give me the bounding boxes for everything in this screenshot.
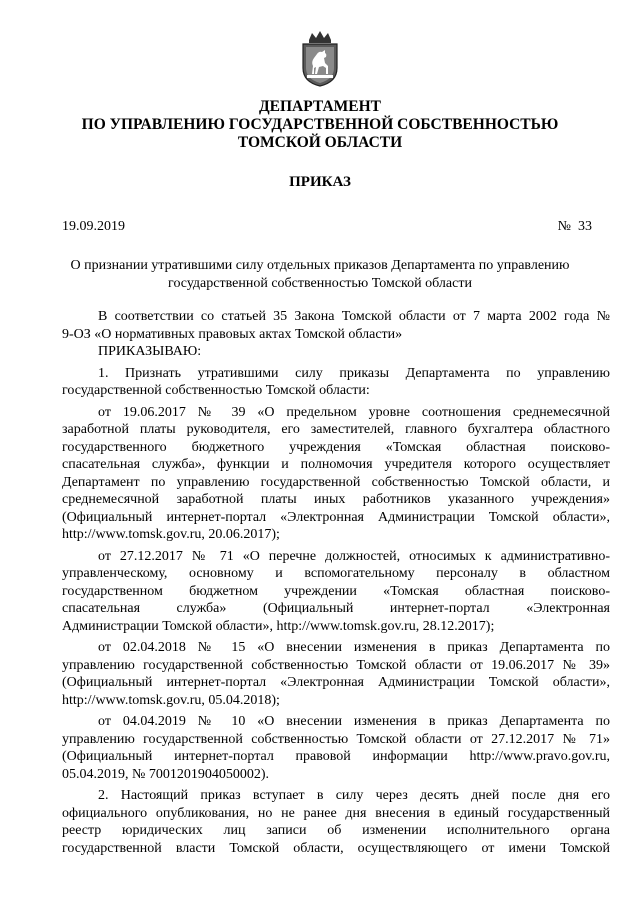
body-line: Администрации Томской области», http://www.tomsk.gov.ru, 28.12.2017);	[62, 618, 495, 634]
body-line: 05.04.2019, № 7001201904050002).	[62, 766, 270, 782]
body-line: от 27.12.2017 № 71 «О перечне должностей, относимых к административно-	[98, 548, 610, 564]
body-line: http://www.tomsk.gov.ru, 20.06.2017);	[62, 527, 280, 542]
body-line: 2. Настоящий приказ вступает в силу через десять дней после дня его	[98, 788, 610, 803]
body-line: (Официальный интернет-портал «Электронная Администрации Томской области»,	[62, 675, 610, 690]
subject-line-2: государственной собственностью Томской области	[168, 276, 472, 291]
document-type-title: ПРИКАЗ	[289, 174, 351, 190]
body-line: ПРИКАЗЫВАЮ:	[98, 344, 202, 359]
coat-of-arms-graphic	[295, 30, 345, 88]
body-line: 9-ОЗ «О нормативных правовых актах Томской области»	[62, 326, 403, 342]
body-line: 1. Признать утратившими силу приказы Департамента по управлению	[98, 365, 610, 381]
body-line: от 02.04.2018 № 15 «О внесении изменения в приказ Департамента по	[98, 640, 610, 655]
body-line: среднемесячной заработной платы иных работников указанного учреждения»	[62, 492, 610, 507]
department-line-1: ДЕПАРТАМЕНТ	[258, 98, 382, 115]
order-subject	[40, 257, 600, 293]
body-line: от 04.04.2019 № 10 «О внесении изменения в приказ Департамента по	[98, 714, 610, 729]
body-line: государственного бюджетного учреждения «Томская областная поисково-	[62, 439, 610, 455]
body-line: реестр юридических лиц записи об изменении исполнительного органа	[62, 823, 610, 838]
body-line: официального опубликования, но не ранее дня внесения в единый государственный	[62, 805, 610, 821]
body-line: управлению государственной собственностью Томской области от 19.06.2017 № 39»	[62, 657, 610, 673]
department-line-3: ТОМСКОЙ ОБЛАСТИ	[237, 134, 403, 151]
body-line: В соответствии со статьей 35 Закона Томской области от 7 марта 2002 года №	[98, 309, 610, 324]
body-line: спасательная служба» (Официальный интернет-портал «Электронная	[62, 601, 610, 616]
department-line-2: ПО УПРАВЛЕНИЮ ГОСУДАРСТВЕННОЙ СОБСТВЕННОСТЬЮ	[81, 116, 559, 133]
body-line: заработной платы руководителя, его заместителей, главного бухгалтера областного	[62, 422, 610, 437]
body-line: от 19.06.2017 № 39 «О предельном уровне соотношения среднемесячной	[98, 404, 610, 420]
body-line: государственной собственностью Томской области:	[62, 383, 370, 398]
body-line: (Официальный интернет-портал правовой информации http://www.pravo.gov.ru,	[62, 749, 610, 764]
order-date: 19.09.2019	[62, 219, 125, 234]
body-line: управлению государственной собственностью Томской области от 27.12.2017 № 71»	[62, 731, 610, 747]
body-line: управленческому, основному и вспомогательному персоналу в областном	[62, 566, 610, 581]
body-line: государственной власти Томской области, осуществляющего от имени Томской	[62, 840, 610, 856]
body-line: государственном бюджетном учреждении «Томская областная поисково-	[62, 583, 610, 599]
order-body	[62, 308, 610, 857]
coat-of-arms-icon	[295, 30, 345, 88]
body-line: спасательная служба», функции и полномочия учредителя которого осуществляет	[62, 457, 610, 472]
order-number: № 33	[557, 219, 592, 234]
body-line: (Официальный интернет-портал «Электронная Администрации Томской области»,	[62, 509, 610, 525]
body-line: http://www.tomsk.gov.ru, 05.04.2018);	[62, 692, 280, 708]
body-line: Департамент по управлению государственной собственностью Томской области, и	[62, 474, 610, 490]
department-name	[40, 98, 600, 152]
subject-line-1: О признании утратившими силу отдельных приказов Департамента по управлению	[70, 258, 570, 273]
